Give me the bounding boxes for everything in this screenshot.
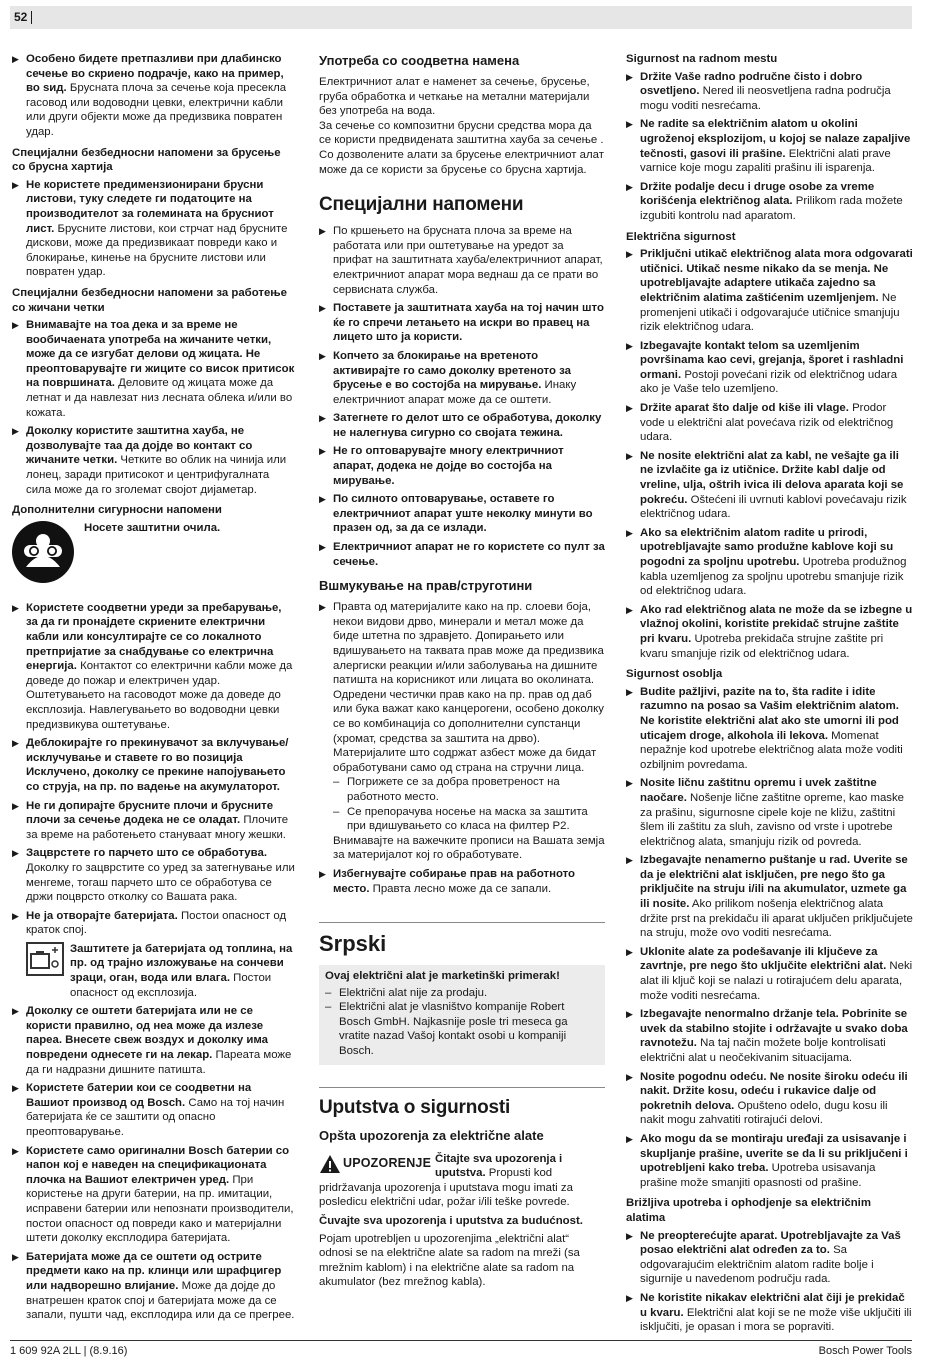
bullet-icon: ▶ (12, 602, 19, 613)
list-item: ▶ Nosite ličnu zaštitnu opremu i uvek zaštitne naočare. Nošenje lične zaštitne opreme, kao maske za prašinu, sigurnosne cipele koje ne kližu, zaštitni šlem ili zaštitu za sluh, zavisno od vrste i upotrebe električnog alata, smanjuju rizik od povreda. (626, 777, 905, 848)
list-item: ▶ Затегнете го делот што се обработува, доколку не налегнува сигурно со својата тежина. (319, 412, 602, 439)
battery-heat-warning-icon (26, 942, 64, 976)
list-item: ▶ По силното оптоварување, оставете го електричниот апарат уште неколку минути во празен од, за да се излади. (319, 493, 593, 535)
section-heading: Специјални напомени (319, 194, 524, 216)
bullet-icon: ▶ (12, 738, 19, 749)
section-heading: Sigurnost osoblja (626, 668, 723, 681)
bullet-icon: ▶ (626, 778, 633, 789)
bullet-icon: ▶ (626, 71, 633, 82)
list-item: ▶ Ako mogu da se montiraju uređaji za usisavanje i skupljanje prašine, uverite se da li su priključeni i upotrebljeni kako treba. Upotreba usisavanja prašine može smanjiti opasnosti od prašine. (626, 1132, 908, 1189)
goggles-caption: Носете заштитни очила. (84, 521, 221, 534)
goggles-notice (12, 521, 295, 583)
bullet-icon: ▶ (319, 350, 326, 361)
paragraph: Čuvajte sva upozorenja i uputstva za budućnost. (319, 1215, 583, 1228)
dash-item: – Погрижете се за добра проветреност на работното место. (333, 776, 560, 803)
safety-goggles-icon (12, 521, 74, 583)
bullet-icon: ▶ (319, 226, 326, 237)
paragraph: Со дозволените алати за брусење електричниот алат може да се користи за брусење со брусна хартија. (319, 148, 604, 176)
bullet-icon: ▶ (319, 542, 326, 553)
list-item: ▶ Не го оптоварувајте многу електричниот апарат, додека не дојде во состојба на мирување. (319, 445, 564, 487)
warning-triangle-icon (319, 1154, 341, 1174)
list-item: ▶ Користете соодветни уреди за пребарување, за да ги пронајдете скриените електрични кабли или консултирајте се со локалното претпријатие за снабдување со електрична енергија. Контактот со електрични кабли може да доведе до пожар и електричен удар. Оштетувањето на гасоводот може да доведе до експлозија. Навлегувањето во водоводни цевки предизвикува оштетување. (12, 601, 293, 731)
section-heading: Opšta upozorenja za električne alate (319, 1127, 544, 1143)
dash-item: – Се препорачува носење на маска за заштита при вдишувањето со класа на филтер P2. (333, 805, 588, 833)
section-heading: Употреба со соодветна намена (319, 53, 520, 68)
paragraph: За сечење со композитни брусни средства мора да се користи предвидената заштитна хауба за сечење . (319, 119, 604, 147)
list-item: ▶ Držite Vaše radno područne čisto i dobro osvetljeno. Nered ili neosvetljena radna područja mogu voditi nesrećama. (626, 70, 891, 112)
bullet-icon: ▶ (12, 320, 19, 331)
list-item: ▶ Доколку се оштети батеријата или не се користи правилно, од неа може да излезе пареа. Внесете свеж воздух и доколку има повредени однесете ги на лекар. Пареата може да ги надразни дишните патишта. (12, 1005, 292, 1076)
bullet-icon: ▶ (319, 303, 326, 314)
brand-name: Bosch Power Tools (818, 1345, 912, 1357)
list-item: ▶ Uklonite alate za podešavanje ili ključeve za zavrtnje, pre nego što uključite električni alat. Neki alat ili ključ koji se nalazi u rotirajućem delu aparata, može voditi nesrećama. (626, 945, 913, 1002)
bullet-icon: ▶ (12, 1083, 19, 1094)
list-item: ▶ Правта од материјалите како на пр. слоеви боја, некои видови дрво, минерали и метал може да биде штетна по здравјето. Допирањето или вдишувањето на таквата прав може да предизвика алергиски реакции и/или заболувања на дишните патишта на корисникот или лицата во околината. Одредени честички прав како на пр. прав од даб или бука важат како канцерогени, особено доколку се во комбинација со дополнителни супстанци (хромат, средства за заштита на дрво). Материјалите што содржат азбест може да бидат обработувани само од страна на стручни лица. – Погрижете се за добра проветреност на работното место. – Се препорачува носење на маска за заштита при вдишувањето со класа на филтер P2. Внимавајте на важечките прописи на Вашата земја за материјалот кој го обработувате. (319, 601, 605, 862)
list-item: ▶ Користете само оригинални Bosch батерии со напон кој е наведен на спецификационата плочка на Вашиот електричен уред. При користење на други батерии, на пр. имитации, исправени батерии или непознати производители, постои опасност од повреди како и материјални штети доколку експлодира батеријата. (12, 1144, 294, 1245)
section-heading: Вшмукување на прав/струготини (319, 578, 533, 594)
bullet-icon: ▶ (12, 1145, 19, 1156)
list-item: ▶ Držite podalje decu i druge osobe za vreme korišćenja električnog alata. Prilikom rada možete izgubiti kontrolu nad aparatom. (626, 180, 903, 222)
dash-item: – Električni alat nije za prodaju. (325, 986, 488, 999)
list-item: ▶ Ako rad električnog alata ne može da se izbegne u vlažnoj okolini, koristite prekidač strujne zaštite pri kvaru. Upotreba prekidača strujne zaštite pri kvaru smanjuje rizik od električnog udara. (626, 603, 913, 660)
bullet-icon: ▶ (626, 527, 633, 538)
bullet-icon: ▶ (626, 1009, 633, 1020)
list-item: ▶ Ne radite sa električnim alatom u okolini ugroženoj eksplozijom, u kojoj se nalaze zapaljive tečnosti, gasovi ili prašine. Električni alati prave varnice koje mogu zapaliti prašinu ili isparenja. (626, 118, 911, 175)
bullet-icon: ▶ (319, 413, 326, 424)
list-item: ▶ Držite aparat što dalje od kiše ili vlage. Prodor vode u električni alat povećava rizik od električnog udara. (626, 402, 894, 444)
bullet-icon: ▶ (12, 1251, 19, 1262)
list-item: ▶ Особено бидете претпазливи при длабинско сечење во скриено подрачје, како на пример, во ѕид. Брусната плоча за сечење која пресекла гасовод или водоводни цевки, електрични кабли или други објекти може да предизвика повратен удар. (12, 53, 287, 138)
list-item: ▶ Ako sa električnim alatom radite u prirodi, upotrebljavajte samo produžne kablove koji su pogodni za spoljnu upotrebu. Upotreba produžnog kabla uzemljenog za spoljnu upotrebu smanjuje rizik od električnog udara. (626, 526, 907, 598)
list-item: ▶ Деблокирајте го прекинувачот за вклучување/исклучување и ставете го во позиција Исклучено, доколку се прекине напојувањето со струја, на пр. по вадење на акумулаторот. (12, 737, 289, 793)
divider (319, 922, 605, 923)
section-heading: Uputstva o sigurnosti (319, 1096, 511, 1118)
bullet-icon: ▶ (626, 403, 633, 414)
list-item: ▶ Избегнувајте собирање прав на работното место. Правта лесно може да се запали. (319, 867, 576, 895)
page-footer (10, 1340, 912, 1361)
marketing-sample-box: Ovaj električni alat je marketinški primerak! – Električni alat nije za prodaju. – Električni alat je vlasništvo kompanije Robert Bosch GmbH. Najkasnije posle tri meseca ga vratite nazad Vašoj kontakt osobi u kompaniji Bosch. (319, 965, 605, 1065)
bullet-icon: ▶ (319, 602, 326, 613)
bullet-icon: ▶ (626, 604, 633, 615)
bullet-icon: ▶ (12, 848, 19, 859)
bullet-icon: ▶ (626, 855, 633, 866)
bullet-icon: ▶ (626, 1133, 633, 1144)
warning-block: UPOZORENJE Čitajte sva upozorenja i uputstva. Propusti kod pridržavanja upozorenja i uputstava mogu imati za posledicu električni udar, požar i/ili teške povrede. (319, 1152, 573, 1209)
list-item: ▶ Ne nosite električni alat za kabl, ne vešajte ga ili ne izvlačite ga iz utičnice. Držite kabl dalje od vreline, ulja, oštrih ivica ili delova aparata koji se pokreću. Oštećeni ili uvrnuti kablovi povećavaju rizik električnog udara. (626, 449, 907, 521)
list-item: ▶ Ne preopterećujte aparat. Upotrebljavajte za Vaš posao električni alat određen za to. Sa odgovarajućim električnim alatom radite bolje i sigurnije u navedenom području rada. (626, 1229, 901, 1286)
list-item: ▶ Поставете ја заштитната хауба на тој начин што ќе го спречи летањето на искри во правец на лицето што ја користи. (319, 302, 604, 344)
bullet-icon: ▶ (626, 119, 633, 130)
list-item: ▶ По кршењето на брусната плоча за време на работата или при оштетување на уредот за прифат на заштитната хауба/електричниот апарат, електричниот апарат мора веднаш да се прати во сервисната служба. (319, 225, 603, 296)
bullet-icon: ▶ (626, 249, 633, 260)
battery-notice: Заштитете ја батеријата од топлина, на пр. од трајно изложување на сончеви зраци, оган, вода или влага. Постои опасност од експлозија. (26, 942, 295, 1000)
dash-item: – Električni alat je vlasništvo kompanije Robert Bosch GmbH. Najkasnije posle tri meseca ga vratite nazad Vašoj kontakt osobi u kompaniji Bosch. (325, 1001, 568, 1058)
list-item: ▶ Доколку користите заштитна хауба, не дозволувајте таа да дојде во контакт со жичаните четки. Четките во облик на чинија или лонец, заради притисокот и центрифугалната сила може да го зголемат својот дијаметар. (12, 425, 287, 496)
bullet-icon: ▶ (12, 1006, 19, 1017)
column-intended-use (319, 52, 605, 1290)
section-heading: Специјални безбедносни напомени за работење со жичани четки (12, 286, 287, 314)
list-item: ▶ Зацврстете го парчето што се обработува. Доколку го зацврстите со уред за затегнување или менгеме, тогаш парчето што се обработува се држи поцврсто отколку со Вашата рака. (12, 847, 295, 904)
list-item: ▶ Izbegavajte kontakt telom sa uzemljenim površinama kao cevi, grejanja, šporet i rashladni ormani. Postoji povećani rizik od električnog udara ako je Vaše telo uzemljeno. (626, 339, 904, 396)
bullet-icon: ▶ (319, 494, 326, 505)
list-item: ▶ Ne koristite nikakav električni alat čiji je prekidač u kvaru. Električni alat koji se ne može više uključiti ili isključiti, je opasan i mora se popraviti. (626, 1291, 912, 1334)
bullet-icon: ▶ (12, 800, 19, 811)
list-item: ▶ Не користете предимензионирани брусни листови, туку следете ги податоците на производителот за големината на брусниот лист. Брусните листови, кои стрчат над брусните дискови, може да предизвикаат повреди како и блокирање, кинење на брусните листови или повратен удар. (12, 178, 288, 279)
bullet-icon: ▶ (626, 1071, 633, 1082)
bullet-icon: ▶ (626, 1230, 633, 1241)
column-serbian-safety (626, 52, 913, 1339)
column-macedonian-safety (12, 52, 295, 1327)
bullet-icon: ▶ (12, 179, 19, 190)
header-separator (31, 11, 32, 24)
bullet-icon: ▶ (12, 426, 19, 437)
paragraph: Електричниот алат е наменет за сечење, брусење, груба обработка и четкање на метални материјали без употреба на вода. (319, 76, 590, 118)
warning-badge: UPOZORENJE (319, 1154, 427, 1174)
list-item: ▶ Не ја отворајте батеријата. Постои опасност од краток спој. (12, 909, 287, 937)
list-item: ▶ Priključni utikač električnog alata mora odgovarati utičnici. Utikač nesme nikako da se menja. Ne upotrebljavajte adaptere utikača zajedno sa električnim alatima zaštićenim uzemljenjem. Ne promenjeni utikači i odgovarajuće utičnice smanjuju rizik električnog udara. (626, 248, 913, 334)
bullet-icon: ▶ (626, 686, 633, 697)
section-heading: Električna sigurnost (626, 230, 736, 243)
bullet-icon: ▶ (626, 946, 633, 957)
list-item: ▶ Електричниот апарат не го користете со пулт за сечење. (319, 541, 605, 568)
bullet-icon: ▶ (319, 868, 326, 879)
bullet-icon: ▶ (626, 1292, 633, 1303)
language-heading: Srpski (319, 931, 387, 957)
bullet-icon: ▶ (319, 446, 326, 457)
bullet-icon: ▶ (12, 54, 19, 64)
list-item: ▶ Користете батерии кои се соодветни на Вашиот производ од Bosch. Само на тој начин батеријата ќе се заштити од опасно преоптоварување. (12, 1082, 285, 1138)
list-item: ▶ Батеријата може да се оштети од острите предмети како на пр. клинци или шрафцигер или надворешно влијание. Може да дојде до внатрешен краток спој и батеријата може да се запали, пушти чад, експлодира или да се прегрее. (12, 1250, 295, 1322)
bullet-icon: ▶ (626, 450, 633, 461)
page-number: 52 (14, 10, 28, 24)
paragraph: Pojam upotrebljen u upozorenjima „električni alat“ odnosi se na električne alate sa radom na mreži (sa mrežnim kablom) i na električne alate sa radom na akumulator (bez mrežnog kabla). (319, 1232, 580, 1289)
section-heading: Brižljiva upotreba i ophodjenje sa električnim alatima (626, 1197, 871, 1224)
bullet-icon: ▶ (12, 910, 19, 921)
list-item: ▶ Izbegavajte nenormalno držanje tela. Pobrinite se uvek da stabilno stojite i održavajte u svako doba ravnotežu. Na taj način možete bolje kontrolisati električni alat u neočekivanim situacijama. (626, 1008, 908, 1064)
doc-code: 1 609 92A 2LL | (8.9.16) (10, 1345, 128, 1357)
list-item: ▶ Внимавајте на тоа дека и за време не вообичаената употреба на жичаните четки, може да се изгубат делови од жицата. Не преоптоварувајте ги жиците со висок притисок на површината. Деловите од жицата може да летнат и да навлезат низ лесната облека и/или во кожата. (12, 319, 295, 419)
list-item: ▶ Nosite pogodnu odeću. Ne nosite široku odeću ili nakit. Držite kosu, odeću i rukavice dalje od pokretnih delova. Opušteno odelo, dugu kosu ili nakit mogu zahvatiti rotirajući delovi. (626, 1070, 908, 1127)
list-item: ▶ Izbegavajte nenamerno puštanje u rad. Uverite se da je električni alat isključen, pre nego što ga priključite na struju i/ili na akumulator, uzmete ga ili nosite. Ako prilikom nošenja električnog alata držite prst na prekidaču ili aparat uključen priključujete na struju, može ovo voditi nesrećama. (626, 854, 913, 940)
section-heading: Sigurnost na radnom mestu (626, 53, 778, 65)
divider (319, 1087, 605, 1088)
list-item: ▶ Budite pažljivi, pazite na to, šta radite i idite razumno na posao sa Vašim električnim alatom. Ne koristite električni alat ako ste umorni ili pod uticajem droge, alkohola ili lekova. Momenat nepažnje kod upotrebe električnog alata može voditi ozbiljnim povredama. (626, 685, 903, 771)
bullet-icon: ▶ (626, 340, 633, 351)
list-item: ▶ Не ги допирајте брусните плочи и брусните плочи за сечење додека не се оладат. Плочите за време на работењето стануваат многу жешки. (12, 799, 289, 841)
list-item: ▶ Копчето за блокирање на вретеното активирајте го само доколку вретеното за брусење е во состојба на мирување. Инаку електричниот апарат може да се оштети. (319, 349, 577, 406)
section-heading: Дополнителни сигурносни напомени (12, 504, 222, 517)
page-header (10, 6, 912, 29)
bullet-icon: ▶ (626, 181, 633, 192)
section-heading: Специјални безбедносни напомени за брусење со брусна хартија (12, 146, 281, 174)
